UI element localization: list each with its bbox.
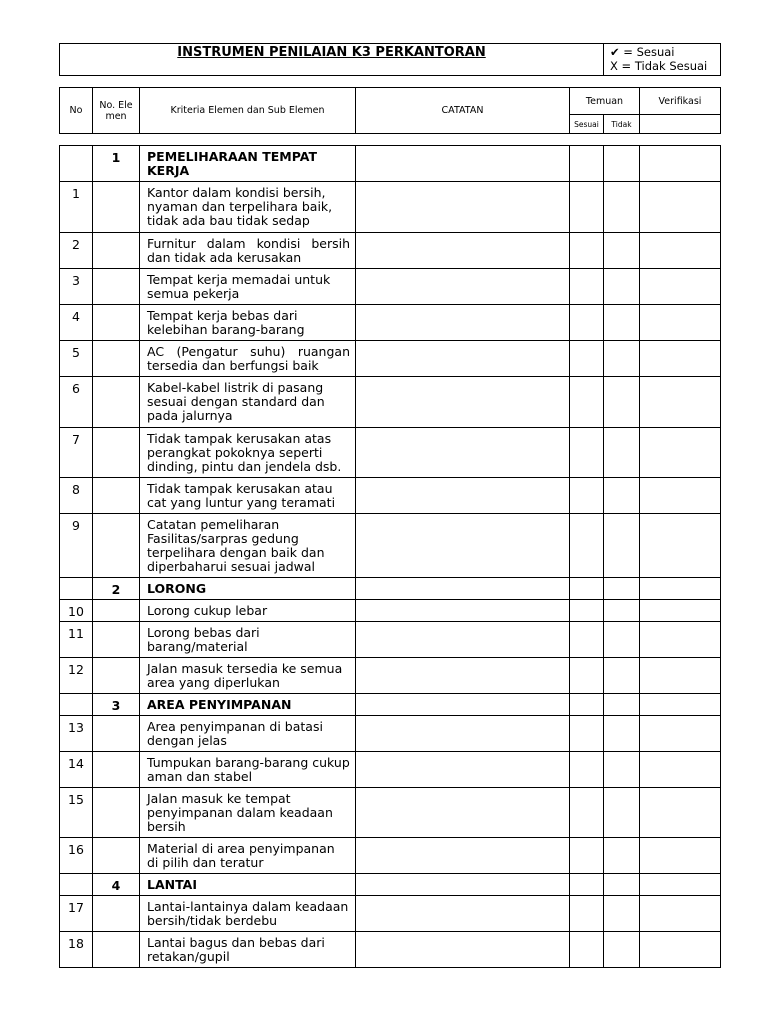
sesuai-cell[interactable] [570,233,604,269]
verifikasi-cell[interactable] [640,622,721,658]
verifikasi-cell[interactable] [640,932,721,968]
sesuai-cell[interactable] [570,838,604,874]
section-row [60,694,721,716]
row-number: 14 [60,752,93,788]
criteria-text: Lorong bebas dari barang/material [140,622,356,658]
verifikasi-cell[interactable] [640,838,721,874]
sesuai-cell[interactable] [570,514,604,578]
table-row [60,377,721,428]
catatan-cell[interactable] [356,377,570,428]
catatan-cell[interactable] [356,752,570,788]
tidak-cell[interactable] [604,377,640,428]
verifikasi-cell[interactable] [640,896,721,932]
row-number: 18 [60,932,93,968]
tidak-cell[interactable] [604,788,640,838]
header-no-elemen: No. Elemen [93,88,140,134]
criteria-text: Tidak tampak kerusakan atau cat yang luntur yang teramati [140,478,356,514]
catatan-cell[interactable] [356,578,570,600]
verifikasi-cell[interactable] [640,478,721,514]
tidak-cell[interactable] [604,716,640,752]
section-title: AREA PENYIMPANAN [140,694,356,716]
tidak-cell[interactable] [604,752,640,788]
verifikasi-cell[interactable] [640,146,721,182]
row-number: 13 [60,716,93,752]
catatan-cell[interactable] [356,694,570,716]
sesuai-cell[interactable] [570,752,604,788]
table-row [60,269,721,305]
tidak-cell[interactable] [604,514,640,578]
legend-sesuai: ✔ = Sesuai [610,45,675,59]
row-number: 5 [60,341,93,377]
verifikasi-cell[interactable] [640,269,721,305]
catatan-cell[interactable] [356,600,570,622]
verifikasi-cell[interactable] [640,874,721,896]
table-row [60,600,721,622]
legend-tidak-sesuai: X = Tidak Sesuai [610,59,708,73]
row-number: 4 [60,305,93,341]
catatan-cell[interactable] [356,428,570,478]
header-verifikasi: Verifikasi [640,88,721,115]
sesuai-cell[interactable] [570,377,604,428]
criteria-text: Lantai-lantainya dalam keadaan bersih/tidak berdebu [140,896,356,932]
element-number [93,478,140,514]
section-title: PEMELIHARAAN TEMPAT KERJA [140,146,356,182]
sesuai-cell[interactable] [570,600,604,622]
table-row [60,478,721,514]
row-number: 3 [60,269,93,305]
section-row [60,578,721,600]
criteria-text: Jalan masuk ke tempat penyimpanan dalam keadaan bersih [140,788,356,838]
tidak-cell[interactable] [604,269,640,305]
row-number: 2 [60,233,93,269]
row-number [60,578,93,600]
tidak-cell[interactable] [604,622,640,658]
element-number [93,514,140,578]
tidak-cell[interactable] [604,182,640,233]
tidak-cell[interactable] [604,341,640,377]
sesuai-cell[interactable] [570,896,604,932]
element-number [93,377,140,428]
sesuai-cell[interactable] [570,694,604,716]
table-row [60,233,721,269]
row-number: 16 [60,838,93,874]
header-tidak: Tidak [604,115,640,134]
section-row [60,874,721,896]
row-number: 11 [60,622,93,658]
verifikasi-cell[interactable] [640,752,721,788]
criteria-text: Area penyimpanan di batasi dengan jelas [140,716,356,752]
sesuai-cell[interactable] [570,269,604,305]
criteria-text: Tidak tampak kerusakan atas perangkat pokoknya seperti dinding, pintu dan jendela dsb. [140,428,356,478]
element-number [93,788,140,838]
verifikasi-cell[interactable] [640,182,721,233]
verifikasi-cell[interactable] [640,428,721,478]
table-row [60,896,721,932]
element-number [93,233,140,269]
element-number [93,716,140,752]
element-number [93,622,140,658]
table-row [60,752,721,788]
document-title: INSTRUMEN PENILAIAN K3 PERKANTORAN [60,44,604,76]
verifikasi-cell[interactable] [640,233,721,269]
table-row [60,305,721,341]
header-no: No [60,88,93,134]
verifikasi-cell[interactable] [640,716,721,752]
criteria-text: Tempat kerja bebas dari kelebihan barang-barang [140,305,356,341]
catatan-cell[interactable] [356,874,570,896]
section-row [60,146,721,182]
row-number: 7 [60,428,93,478]
tidak-cell[interactable] [604,478,640,514]
element-number [93,341,140,377]
catatan-cell[interactable] [356,514,570,578]
verifikasi-cell[interactable] [640,600,721,622]
row-number: 8 [60,478,93,514]
header-catatan: CATATAN [356,88,570,134]
header-sesuai: Sesuai [570,115,604,134]
verifikasi-cell[interactable] [640,341,721,377]
element-number [93,932,140,968]
tidak-cell[interactable] [604,874,640,896]
catatan-cell[interactable] [356,788,570,838]
table-row [60,514,721,578]
element-number: 4 [93,874,140,896]
verifikasi-cell[interactable] [640,377,721,428]
verifikasi-cell[interactable] [640,694,721,716]
sesuai-cell[interactable] [570,578,604,600]
row-number: 15 [60,788,93,838]
sesuai-cell[interactable] [570,716,604,752]
criteria-text: Catatan pemeliharan Fasilitas/sarpras gedung terpelihara dengan baik dan diperbaharui sesuai jadwal [140,514,356,578]
tidak-cell[interactable] [604,233,640,269]
verifikasi-cell[interactable] [640,578,721,600]
catatan-cell[interactable] [356,622,570,658]
sesuai-cell[interactable] [570,428,604,478]
catatan-cell[interactable] [356,896,570,932]
element-number [93,838,140,874]
sesuai-cell[interactable] [570,341,604,377]
sesuai-cell[interactable] [570,182,604,233]
criteria-text: Material di area penyimpanan di pilih dan teratur [140,838,356,874]
criteria-text: Lantai bagus dan bebas dari retakan/gupil [140,932,356,968]
row-number: 17 [60,896,93,932]
sesuai-cell[interactable] [570,622,604,658]
catatan-cell[interactable] [356,716,570,752]
criteria-text: Lorong cukup lebar [140,600,356,622]
tidak-cell[interactable] [604,838,640,874]
row-number: 12 [60,658,93,694]
element-number [93,269,140,305]
header-table [59,87,721,134]
sesuai-cell[interactable] [570,478,604,514]
catatan-cell[interactable] [356,182,570,233]
table-row [60,428,721,478]
tidak-cell[interactable] [604,578,640,600]
criteria-text: Kantor dalam kondisi bersih, nyaman dan terpelihara baik, tidak ada bau tidak sedap [140,182,356,233]
criteria-text: Kabel-kabel listrik di pasang sesuai dengan standard dan pada jalurnya [140,377,356,428]
element-number [93,428,140,478]
element-number [93,896,140,932]
header-kriteria: Kriteria Elemen dan Sub Elemen [140,88,356,134]
element-number [93,182,140,233]
row-number: 9 [60,514,93,578]
tidak-cell[interactable] [604,694,640,716]
row-number: 6 [60,377,93,428]
row-number: 1 [60,182,93,233]
table-row [60,788,721,838]
table-row [60,658,721,694]
legend [604,44,721,76]
title-box [59,43,721,76]
checklist-table [59,145,721,968]
sesuai-cell[interactable] [570,788,604,838]
tidak-cell[interactable] [604,146,640,182]
catatan-cell[interactable] [356,269,570,305]
element-number [93,600,140,622]
catatan-cell[interactable] [356,233,570,269]
criteria-text: Tumpukan barang-barang cukup aman dan stabel [140,752,356,788]
section-title: LORONG [140,578,356,600]
row-number: 10 [60,600,93,622]
table-row [60,182,721,233]
element-number: 2 [93,578,140,600]
row-number [60,146,93,182]
table-row [60,622,721,658]
verifikasi-cell[interactable] [640,305,721,341]
row-number [60,874,93,896]
section-title: LANTAI [140,874,356,896]
sesuai-cell[interactable] [570,932,604,968]
element-number [93,752,140,788]
table-row [60,932,721,968]
verifikasi-cell[interactable] [640,514,721,578]
tidak-cell[interactable] [604,305,640,341]
header-verifikasi-blank [640,115,721,134]
table-row [60,341,721,377]
sesuai-cell[interactable] [570,874,604,896]
tidak-cell[interactable] [604,932,640,968]
criteria-text: AC (Pengatur suhu) ruangan tersedia dan berfungsi baik [140,341,356,377]
element-number [93,305,140,341]
catatan-cell[interactable] [356,146,570,182]
element-number: 1 [93,146,140,182]
table-row [60,838,721,874]
catatan-cell[interactable] [356,305,570,341]
catatan-cell[interactable] [356,478,570,514]
catatan-cell[interactable] [356,341,570,377]
catatan-cell[interactable] [356,658,570,694]
sesuai-cell[interactable] [570,146,604,182]
tidak-cell[interactable] [604,658,640,694]
sesuai-cell[interactable] [570,658,604,694]
table-row [60,716,721,752]
catatan-cell[interactable] [356,932,570,968]
element-number [93,658,140,694]
element-number: 3 [93,694,140,716]
criteria-text: Jalan masuk tersedia ke semua area yang diperlukan [140,658,356,694]
tidak-cell[interactable] [604,428,640,478]
header-temuan: Temuan [570,88,640,115]
criteria-text: Tempat kerja memadai untuk semua pekerja [140,269,356,305]
sesuai-cell[interactable] [570,305,604,341]
verifikasi-cell[interactable] [640,658,721,694]
tidak-cell[interactable] [604,896,640,932]
row-number [60,694,93,716]
verifikasi-cell[interactable] [640,788,721,838]
criteria-text: Furnitur dalam kondisi bersih dan tidak ada kerusakan [140,233,356,269]
catatan-cell[interactable] [356,838,570,874]
tidak-cell[interactable] [604,600,640,622]
